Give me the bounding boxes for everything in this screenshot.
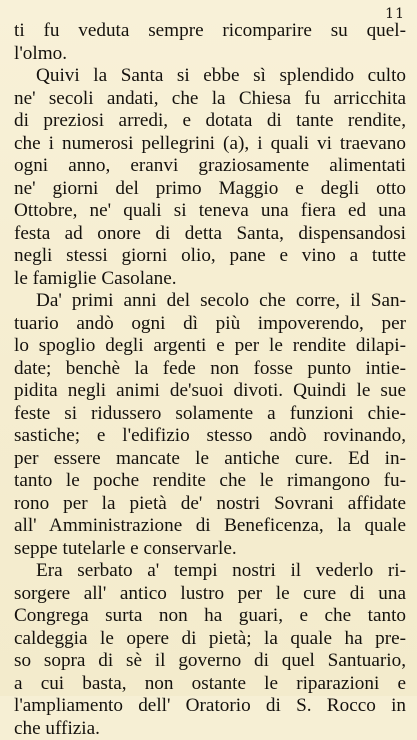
text-line: sorgere all' antico lustro per le cure di una <box>14 583 406 606</box>
text-line: seppe tutelarle e conservarle. <box>14 538 406 561</box>
text-line: l'olmo. <box>14 43 406 66</box>
body-text <box>14 20 406 740</box>
text-line: Quivi la Santa si ebbe sì splendido culto <box>14 65 406 88</box>
text-line: ne' giorni del primo Maggio e degli otto <box>14 178 406 201</box>
text-line: all' Amministrazione di Beneficenza, la quale <box>14 515 406 538</box>
text-line: sastiche; e l'edifizio stesso andò rovinando, <box>14 425 406 448</box>
text-line: che i numerosi pellegrini (a), i quali vi traevano <box>14 133 406 156</box>
text-line: festa ad onore di detta Santa, dispensandosi <box>14 223 406 246</box>
text-line: feste si ridussero solamente a funzioni chie- <box>14 403 406 426</box>
text-line: lo spoglio degli argenti e per le rendite dilapi- <box>14 335 406 358</box>
text-line: negli stessi giorni olio, pane e vino a tutte <box>14 245 406 268</box>
text-line: Ottobre, ne' quali si teneva una fiera ed una <box>14 200 406 223</box>
text-line: caldeggia le opere di pietà; la quale ha pre- <box>14 628 406 651</box>
text-line: di preziosi arredi, e dotata di tante rendite, <box>14 110 406 133</box>
page-number: 11 <box>385 6 405 22</box>
text-line: pidita negli animi de'suoi divoti. Quindi le sue <box>14 380 406 403</box>
text-line: a cui basta, non ostante le riparazioni e <box>14 673 406 696</box>
text-line: tuario andò ogni dì più impoverendo, per <box>14 313 406 336</box>
text-line: ogni anno, eranvi graziosamente alimentati <box>14 155 406 178</box>
text-line: ne' secoli andati, che la Chiesa fu arricchita <box>14 88 406 111</box>
text-line: Congrega surta non ha guari, e che tanto <box>14 605 406 628</box>
text-line: ti fu veduta sempre ricomparire su quel- <box>14 20 406 43</box>
text-line: le famiglie Casolane. <box>14 268 406 291</box>
text-line: tanto le poche rendite che le rimangono fu- <box>14 470 406 493</box>
text-line: rono per la pietà de' nostri Sovrani affidate <box>14 493 406 516</box>
text-line: Da' primi anni del secolo che corre, il San- <box>14 290 406 313</box>
text-line: so sopra di sè il governo di quel Santuario, <box>14 650 406 673</box>
text-line: Era serbato a' tempi nostri il vederlo ri- <box>14 560 406 583</box>
text-line: che uffizia. <box>14 718 406 740</box>
text-line: date; benchè la fede non fosse punto intie- <box>14 358 406 381</box>
text-line: l'ampliamento dell' Oratorio di S. Rocco in <box>14 695 406 718</box>
text-line: per essere mancate le antiche cure. Ed in- <box>14 448 406 471</box>
